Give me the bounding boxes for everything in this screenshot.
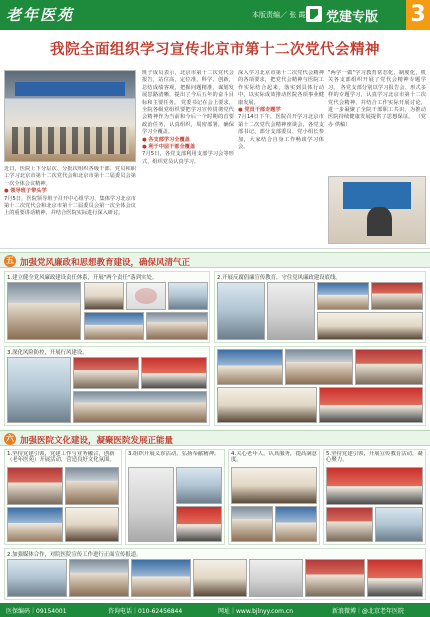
section-6-panel-1: 1.坚持党建引领，党建工作与业务融合，创新（老年医苑）开展活动，营造良好文化氛围。 — [4, 449, 122, 545]
photo-tile — [65, 507, 119, 542]
photo-tile — [168, 282, 208, 310]
photo-tile — [305, 559, 365, 597]
article-column-1: 近日，医院上下分层次、分批次组织各级干部、党员和职工学习北京市第十二次党代会和北京市第十二届委员会第一次全体会议精神。 ● 领导班子带头学 7月5日，医院领导班子召开中心组学习，集体学习北京市第十二次党代会和北京市第十二届委员会第一次全体会议上的重要讲话精神，并结合医院实际进行深入研讨。 — [4, 166, 136, 217]
article-headline: 我院全面组织学习宣传北京市第十二次党代会精神 — [50, 42, 380, 58]
photo-tile — [217, 349, 283, 385]
photo-tile — [326, 467, 423, 505]
subheading: ● 领导班子带头学 — [4, 188, 47, 195]
subheading: ● 各支部学习全覆盖 — [142, 136, 190, 143]
meeting-photo — [4, 70, 136, 162]
photo-tile — [317, 282, 369, 310]
article-signature: （党办 供稿） — [328, 114, 426, 128]
photo-tile — [285, 349, 353, 385]
photo-tile — [275, 506, 317, 542]
photo-tile — [355, 349, 423, 385]
masthead — [0, 0, 430, 30]
footer-bar — [0, 603, 430, 617]
subheading: ● 党员干部专题学 — [238, 107, 281, 114]
photo-tile — [375, 507, 423, 542]
party-flag-icon — [306, 6, 322, 22]
section-5-panel-3: 3.深化风险防控，开展行风建设。 — [4, 346, 210, 426]
subheading: ● 利于中层干部全覆盖 — [142, 144, 196, 151]
photo-tile — [7, 282, 81, 340]
photo-tile — [231, 467, 317, 504]
photo-tile — [146, 312, 208, 340]
website-link[interactable]: 网址｜www.bjlnyy.com.cn — [218, 608, 294, 615]
section-6-panel-3: 3.组织开展义诊活动，弘扬奉献精神。 — [125, 449, 225, 545]
photo-tile — [176, 506, 222, 542]
photo-tile — [7, 467, 63, 505]
photo-tile — [84, 312, 144, 340]
phone-number: 咨询电话｜010-62456844 — [108, 608, 183, 615]
photo-tile — [7, 357, 71, 423]
photo-tile — [131, 559, 191, 597]
photo-tile — [176, 467, 222, 504]
section-number: 六 — [6, 434, 14, 443]
photo-tile — [84, 282, 124, 310]
page-number: 3 — [406, 0, 430, 30]
photo-tile — [73, 357, 139, 389]
insurance-code: 医保编码｜09154001 — [6, 608, 67, 615]
section-6-panel-5: 5.坚持党建引领，开展宣传教育活动，凝心聚力。 — [323, 449, 426, 545]
photo-tile — [267, 282, 315, 340]
photo-tile — [217, 282, 265, 340]
article-column-2: 班子成员表示，北京市第十二次党代会报告，站位高，定位准，科学、创新，总结成绩客观，把握问题精准，谋划发展思路清晰，提出了今后五年的奋斗目标和主要任务。 党委书记在会上要求，全院各级党组织要把学习宣传贯彻党代会精神作为当前和今后一个时期的首要政治任务，认真组织，周密部署，确保学习全覆盖。 ● 各支部学习全覆盖 ● 利于中层干部全覆盖 7月5日，各党支部利用支部学习会等形式，组织党员认真学习。 — [142, 70, 234, 165]
speaker-photo — [328, 176, 426, 244]
section-6-panel-4: 4.关心老年人，认真服务，提高满意度。 — [228, 449, 320, 545]
photo-tile — [367, 559, 423, 597]
section-6-panel-2: 2.加强媒体合作，对院医院宣传工作进行正面宣传报道。 — [4, 548, 426, 600]
photo-tile — [193, 559, 247, 597]
photo-tile — [65, 467, 119, 505]
photo-tile — [319, 387, 423, 423]
article-column-3: 深入学习北京市第十二次党代会精神的各项要求，把党代会精神与医院工作实际结合起来，落实到具体行动中，以实际成效推动医院各项事业健康发展。 ● 党员干部专题学 7月14日下午，医院召开学习北京市第十二次党代会精神座谈会，各党支部书记、部分支部委员、党小组长参加，大家结合自身工作畅谈学习体会。 — [238, 70, 324, 151]
photo-tile — [7, 507, 63, 542]
photo-tile — [326, 507, 373, 542]
photo-tile — [371, 282, 423, 310]
photo-tile — [217, 387, 317, 423]
section-number: 五 — [6, 256, 14, 265]
photo-tile — [128, 467, 174, 542]
photo-tile — [317, 312, 423, 340]
section-6-banner — [0, 430, 430, 446]
photo-tile — [231, 506, 273, 542]
section-5-panel-4 — [214, 346, 426, 426]
article-column-4: "两学一做"学习教育常态化、制度化，机关各支部组织开展了党代会精神专题学习。 各党支部分别以学习报告会、形式多样的专题学习，认真学习北京市第十二次党代会精神，并结合工作实际开展讨论，进一步凝聚了全院干部职工共识，为推动医院持续健康发展提供了思想保证。 （党办 供稿） — [328, 70, 426, 128]
section-5-banner — [0, 252, 430, 268]
divider — [0, 248, 430, 249]
section-title: 党建专版 — [326, 10, 379, 25]
photo-tile — [69, 559, 129, 597]
photo-tile — [249, 559, 303, 597]
section-title: 加强医院文化建设，凝聚医院发展正能量 — [20, 436, 174, 446]
photo-tile — [7, 559, 67, 597]
section-title: 加强党风廉政和思想教育建设，确保风清气正 — [20, 258, 191, 268]
section-5-panel-2: 2.开展反腐倡廉宣传教育，守住党风廉政建设底线。 — [214, 271, 426, 343]
editor-info: 本版责编／ 张 霞 — [252, 11, 306, 19]
photo-tile — [141, 357, 207, 389]
document-tile — [126, 282, 166, 310]
section-5-panel-1: 1.建立健全党风廉政建设责任体系，开展"两个责任"落到实处。 — [4, 271, 210, 343]
weibo-link[interactable]: 新浪微博｜@北京老年医院 — [332, 608, 405, 615]
photo-tile — [73, 391, 207, 423]
newspaper-logo: 老年医苑 — [6, 6, 75, 24]
